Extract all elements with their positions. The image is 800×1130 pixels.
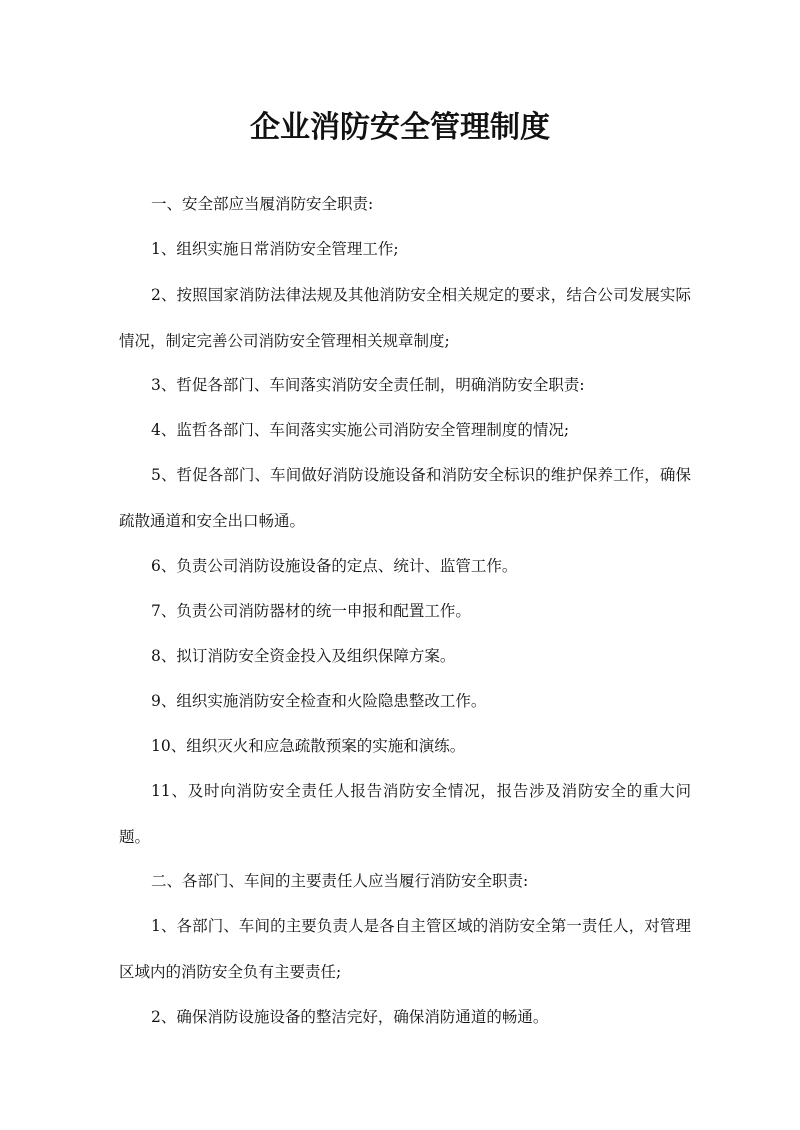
paragraph-1-6: 6、负责公司消防设施设备的定点、统计、监管工作。 [151,557,518,575]
paragraph-1-8: 8、拟订消防安全资金投入及组织保障方案。 [151,647,456,665]
section-heading-1: 一、安全部应当履消防安全职责: [151,195,374,213]
paragraph-2-1: 1、各部门、车间的主要负责人是各自主管区域的消防安全第一责任人，对管理区域内的消防安全负有主要责任; [119,917,691,981]
paragraph-1-2: 2、按照国家消防法律法规及其他消防安全相关规定的要求，结合公司发展实际情况，制定完善公司消防安全管理相关规章制度; [119,286,691,350]
document-title: 企业消防安全管理制度 [250,110,550,145]
paragraph-1-11: 11、及时向消防安全责任人报告消防安全情况，报告涉及消防安全的重大问题。 [119,782,691,846]
paragraph-1-9: 9、组织实施消防安全检查和火险隐患整改工作。 [151,692,487,710]
paragraph-1-1: 1、组织实施日常消防安全管理工作; [151,240,399,258]
paragraph-1-10: 10、组织灭火和应急疏散预案的实施和演练。 [151,737,466,755]
paragraph-1-7: 7、负责公司消防器材的统一申报和配置工作。 [151,602,471,620]
paragraph-1-3: 3、哲促各部门、车间落实消防安全责任制，明确消防安全职责: [151,376,585,394]
section-heading-2: 二、各部门、车间的主要责任人应当履行消防安全职责: [151,872,529,890]
paragraph-1-5: 5、哲促各部门、车间做好消防设施设备和消防安全标识的维护保养工作，确保疏散通道和安全出口畅通。 [119,466,691,530]
paragraph-2-2: 2、确保消防设施设备的整洁完好，确保消防通道的畅通。 [151,1008,549,1026]
paragraph-1-4: 4、监哲各部门、车间落实实施公司消防安全管理制度的情况; [151,421,570,439]
